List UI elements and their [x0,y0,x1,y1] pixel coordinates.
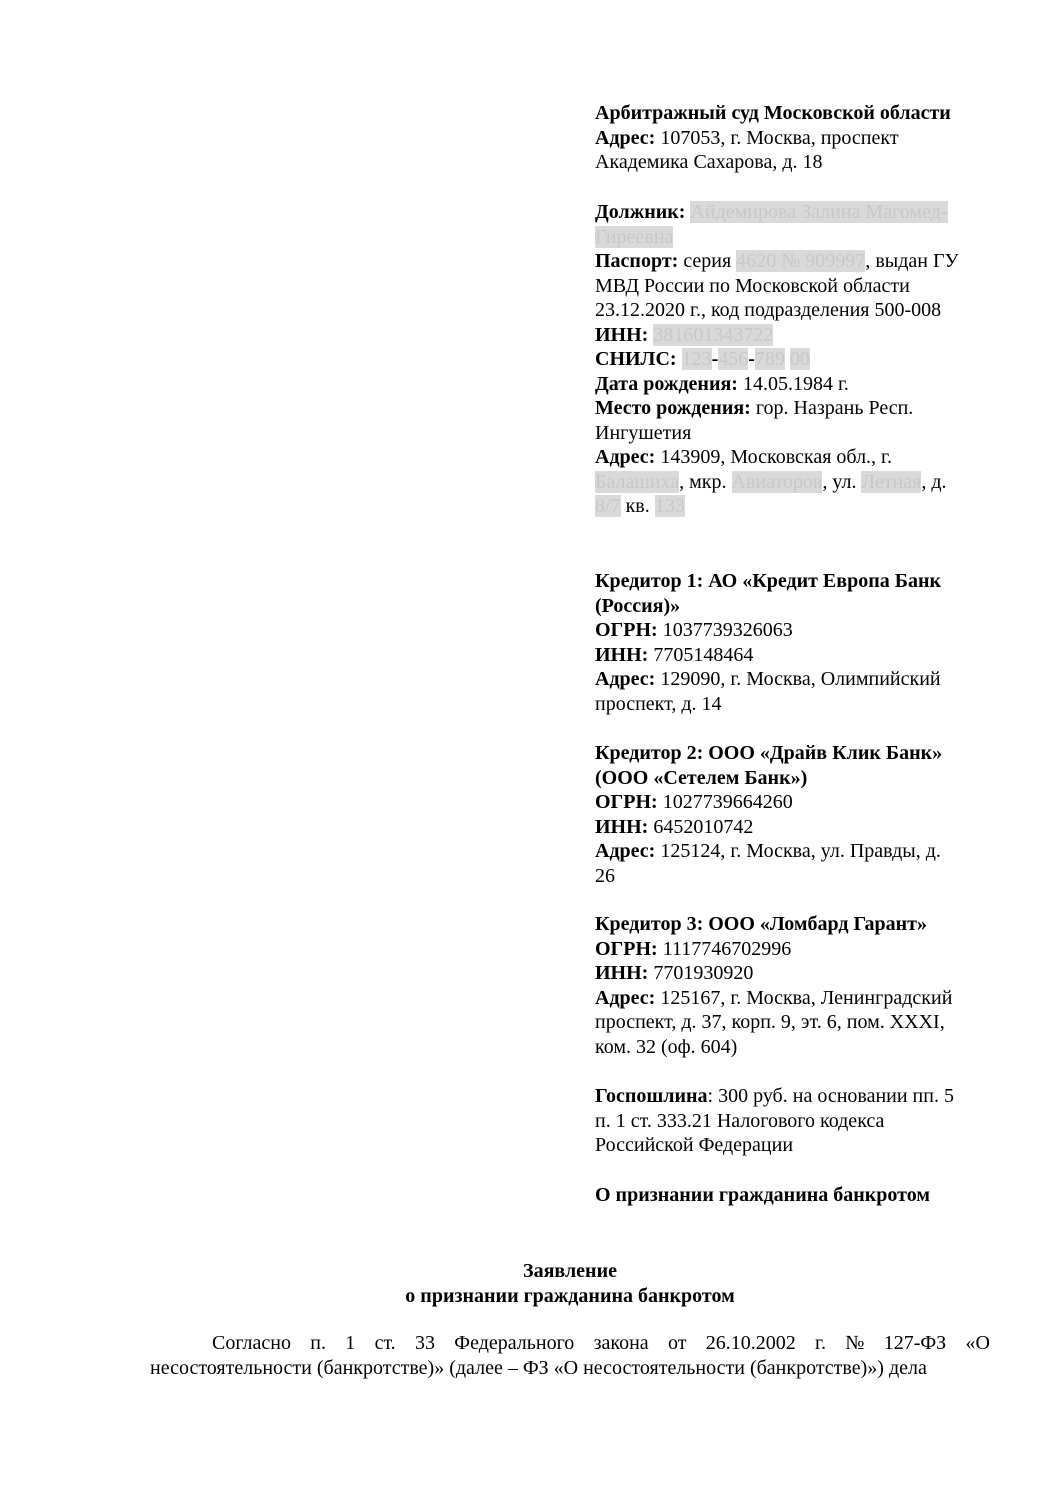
redacted-passport-number: 4620 № 909997 [736,250,866,272]
redacted-city: Балашиха [595,470,680,493]
redacted-snils-part: 789 [754,348,785,370]
body-paragraph [150,1331,990,1380]
redacted-district: Авиаторов [731,470,823,493]
court-address: 107053, г. Москва, проспект [660,126,899,149]
creditor-2-block: Кредитор 2: ООО «Драйв Клик Банк» (ООО «Сетелем Банк») ОГРН: 1027739664260 ИНН: 6452010742 Адрес: 125124, г. Москва, ул. Правды, д. 26 [595,742,943,887]
subject-line: О признании гражданина банкротом [595,1184,930,1206]
court-name: Арбитражный суд Московской области [595,102,951,124]
redacted-debtor-name: Айдемирова Залина Магомед- [690,201,948,223]
debtor-dob: 14.05.1984 г. [742,372,849,395]
document-title: Заявление [523,1260,617,1282]
redacted-snils-part: 00 [789,348,810,370]
debtor-block: Должник: Айдемирова Залина Магомед- Гиреевна Паспорт: серия 4620 № 909997, выдан ГУ МВД России по Московской области 23.12.2020 г., код подразделения 500-008 ИНН: 381601343722 СНИЛС: 123-456-789 00 Дата рождения: 14.05.1984 г. Место рождения: гор. Назрань Респ. Ингушетия Адрес: 143909, Московская обл., г. Балашиха, мкр. Авиаторов, ул. Летная, д. 8/7 кв. 133 [595,201,959,517]
redacted-snils-part: 123 [681,348,712,370]
redacted-debtor-inn: 381601343722 [653,323,774,346]
redacted-apartment: 133 [654,495,685,517]
document-subtitle: о признании гражданина банкротом [405,1284,735,1307]
body-line-2: несостоятельности (банкротстве)» (далее – ФЗ «О несостоятельности (банкротстве)») дела [150,1356,927,1379]
creditor-title: Кредитор 3: ООО «Ломбард Гарант» [595,913,927,935]
court-block: Арбитражный суд Московской области Адрес: 107053, г. Москва, проспект Академика Сахарова, д. 18 [595,102,951,173]
creditor-title: Кредитор 1: АО «Кредит Европа Банк [595,570,941,592]
redacted-debtor-patronymic: Гиреевна [595,225,674,248]
document-heading [150,1259,990,1308]
creditor-title: Кредитор 2: ООО «Драйв Клик Банк» [595,742,943,764]
body-line-1: Согласно п. 1 ст. 33 Федерального закона от 26.10.2002 г. № 127-ФЗ «О [212,1332,990,1354]
redacted-snils-part: 456 [718,348,749,370]
redacted-street: Летная [861,470,922,493]
redacted-house: 8/7 [595,495,621,517]
creditor-3-block: Кредитор 3: ООО «Ломбард Гарант» ОГРН: 1117746702996 ИНН: 7701930920 Адрес: 125167, г. Москва, Ленинградский проспект, д. 37, корп. 9, эт. 6, пом. XXXI, ком. 32 (оф. 604) [595,913,953,1058]
creditor-1-block: Кредитор 1: АО «Кредит Европа Банк (Россия)» ОГРН: 1037739326063 ИНН: 7705148464 Адрес: 129090, г. Москва, Олимпийский проспект, д. 14 [595,570,941,715]
state-fee-block: Госпошлина: 300 руб. на основании пп. 5 п. 1 ст. 333.21 Налогового кодекса Российской Федерации [595,1085,954,1156]
